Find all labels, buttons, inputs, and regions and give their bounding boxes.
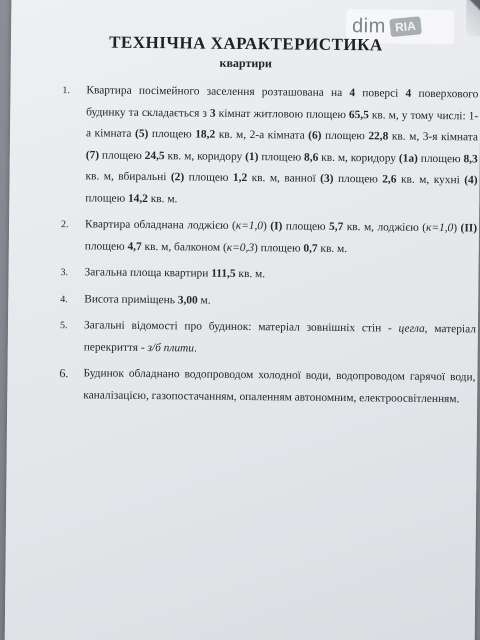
text: кв. м, коридору [164, 149, 246, 163]
list-item-1 [62, 80, 479, 213]
value: 14,2 [127, 192, 148, 205]
document-title: ТЕХНІЧНА ХАРАКТЕРИСТИКА [109, 32, 383, 55]
value: (4) [464, 174, 478, 187]
value: (II) [460, 222, 478, 235]
text: площею [333, 172, 383, 186]
value: 3 [209, 107, 216, 120]
text: Висота приміщень [84, 292, 178, 306]
list-item-3 [60, 262, 476, 288]
document-subtitle: квартири [219, 55, 272, 71]
text: поверхового будинку та складається з [86, 87, 479, 120]
text: м. [197, 294, 211, 307]
text: площею [85, 191, 129, 205]
text: площею [98, 148, 145, 162]
page-corner-fold [466, 0, 480, 37]
text: кв. м, балконом ( [141, 240, 227, 254]
text: площею [282, 220, 330, 233]
value: (6) [308, 129, 322, 142]
value: 18,2 [195, 128, 216, 141]
text: площею [84, 239, 128, 253]
item-number: 4. [60, 293, 68, 305]
list-item-6 [59, 363, 476, 410]
value: (2) [170, 171, 185, 184]
text: поверсі [355, 87, 406, 100]
value: 0,7 [303, 242, 318, 255]
text: Квартира посімейного заселення розташована на [86, 84, 350, 100]
coefficient: к=1,0 [425, 221, 454, 235]
text: площею [184, 171, 233, 184]
value: 22,8 [368, 130, 389, 143]
value: (1а) [398, 152, 418, 165]
item-number: 2. [60, 219, 69, 231]
item-number: 6. [59, 366, 69, 381]
text: кв. м. [317, 242, 348, 255]
text: кв. м, кухні [396, 173, 465, 187]
value: (7) [85, 148, 100, 161]
item-number: 3. [60, 267, 69, 279]
item-number: 1. [62, 85, 70, 97]
value: 4 [405, 87, 412, 100]
watermark-badge: RIA [389, 16, 421, 37]
text: ) [262, 220, 271, 233]
text: кімнат житловою площею [215, 107, 349, 121]
text: кв. м, коридору [318, 151, 399, 165]
material: цегла [398, 322, 425, 335]
value: 4 [349, 87, 356, 100]
coefficient: к=1,0 [235, 219, 264, 233]
value: 3,00 [177, 293, 198, 307]
watermark-text: dim [352, 14, 386, 37]
value: 2,6 [382, 173, 397, 186]
value: (1) [245, 150, 259, 163]
text: ) [453, 222, 461, 235]
text: . [193, 341, 197, 355]
value: 4,7 [127, 240, 142, 253]
coefficient: к=0,3 [226, 241, 255, 254]
text: Загальні відомості про будинок: матеріал зовнішніх стін - [83, 319, 399, 335]
value: (3) [320, 172, 334, 185]
value: (5) [135, 127, 149, 140]
text: площею [148, 127, 196, 141]
value: (I) [270, 220, 283, 233]
material: з/б плити [147, 341, 195, 354]
value: 111,5 [211, 267, 236, 280]
text: Квартира обладнана лоджією ( [84, 218, 236, 232]
document-sheet [5, 0, 480, 640]
value: 1,2 [232, 171, 248, 185]
list-item-2 [60, 214, 478, 261]
value: 5,7 [329, 220, 344, 234]
item-number: 5. [59, 320, 68, 332]
text: кв. м. [147, 192, 178, 205]
text: площею [417, 152, 464, 165]
list-item-4 [60, 289, 476, 315]
text: кв. м, 2-а кімната [215, 128, 309, 142]
value: 65,5 [348, 108, 369, 121]
text: Будинок обладнано водопроводом холодної води, водопроводом гарячої води, каналізацією, газопостачанням, опаленням автономним, електроосвітленням. [83, 367, 476, 405]
text: кв. м, ванної [247, 172, 321, 185]
value: 8,6 [304, 151, 319, 164]
text: кв. м, лоджією ( [343, 221, 427, 234]
value: 8,3 [463, 152, 478, 165]
text: , матеріал перекриття - [83, 322, 477, 354]
value: 24,5 [144, 149, 165, 162]
text: Загальна площа квартири [84, 266, 212, 280]
list-item-5 [59, 315, 477, 362]
document-body [59, 80, 479, 415]
text: площею [258, 150, 305, 164]
text: площею [321, 129, 369, 143]
text: кв. м, вбиральні [85, 170, 171, 184]
text: ) площею [254, 241, 304, 255]
text: кв. м, у тому числі: 1-а кімната [85, 108, 479, 140]
text: кв. м, 3-я кімната [388, 130, 479, 144]
text: кв. м. [235, 267, 266, 281]
